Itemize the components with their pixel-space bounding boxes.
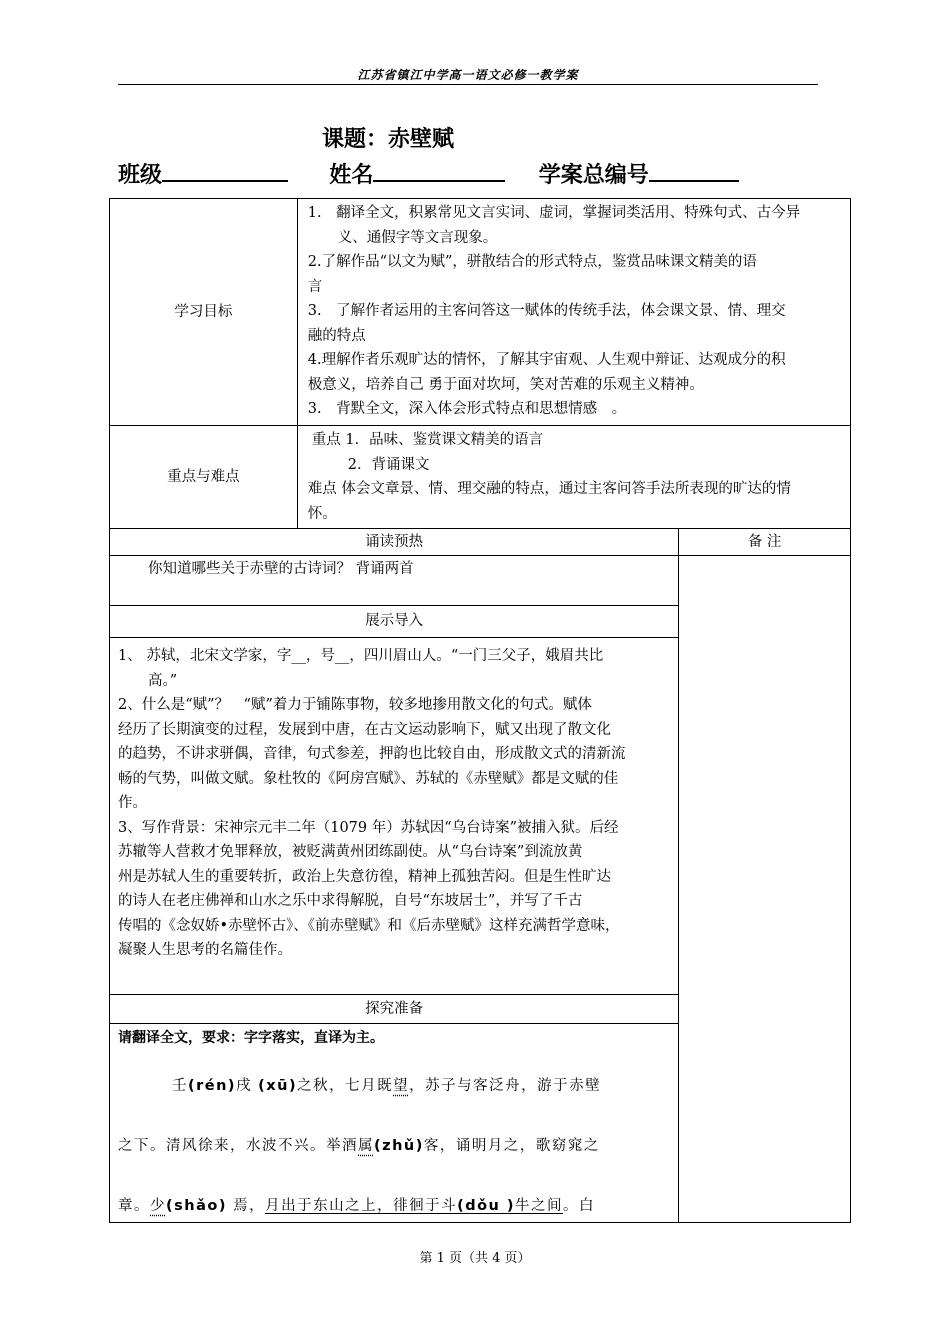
pinyin: (xū) [258,1077,298,1094]
text-seg: 壬 [172,1077,188,1094]
explore-content [110,1024,679,1223]
page-footer: 第 1 页（共 4 页） [419,1251,531,1266]
text-seg: 戌 [236,1077,259,1094]
key-point-line: 重点 1．品味、鉴赏课文精美的语言 [311,432,544,448]
pinyin: (dǒu ) [457,1197,516,1214]
name-label: 姓名 [329,163,374,188]
objective-line: 2.了解作品“以文为赋”，骈散结合的形式特点，鉴赏品味课文精美的语 [307,254,757,270]
intro-line: 凝聚人生思考的名篇佳作。 [118,942,292,958]
intro-content [110,638,679,995]
text-seg: 焉， [226,1197,266,1214]
intro-line: 畅的气势，叫做文赋。象杜牧的《阿房宫赋》、苏轼的《赤壁赋》都是文赋的佳 [118,770,619,787]
objective-line: 3. 了解作者运用的主客问答这一赋体的传统手法，体会课文景、情、理交 [307,303,786,319]
text-seg: 章。 [118,1197,150,1214]
text-line-2 [118,1133,670,1159]
objective-line: 义、通假字等文言现象。 [337,229,498,246]
dotted-word: 少 [150,1197,166,1214]
objective-line: 极意义，培养自己 勇于面对坎坷，笑对苦难的乐观主义精神。 [307,376,704,393]
number-label: 学案总编号 [538,163,649,188]
objective-line: 融的特点 [307,327,366,344]
key-points-label: 重点与难点 [110,426,298,529]
intro-line: 2、什么是“赋”？ “赋”着力于铺陈事物，较多地掺用散文化的句式。赋体 [118,697,592,713]
intro-line: 经历了长期演变的过程，发展到中唐，在古文运动影响下，赋又出现了散文化 [118,721,611,738]
objectives-label: 学习目标 [110,199,298,426]
text-seg: ，苏子与客泛舟，游于赤壁 [409,1077,602,1094]
school-header: 江苏省镇江中学高一语文必修一教学案 [357,68,579,82]
objectives-row [110,199,851,426]
intro-line: 的诗人在老庄佛禅和山水之乐中求得解脱，自号“东坡居士”，并写了千古 [118,893,583,909]
key-points-content [297,426,850,529]
intro-line: 高。” [148,672,178,689]
objective-line: 4.理解作者乐观旷达的情怀，了解其宇宙观、人生观中辩证、达观成分的积 [307,352,786,368]
pinyin: (rén) [188,1077,237,1094]
reading-question: 你知道哪些关于赤壁的古诗词？ 背诵两首 [110,556,679,606]
difficulty-line: 难点 体会文章景、情、理交融的特点，通过主客问答手法所表现的旷达的情 [307,481,791,497]
difficulty-line: 怀。 [307,505,337,522]
intro-heading: 展示导入 [110,606,679,638]
objective-line: 3. 背默全文，深入体会形式特点和思想情感 。 [307,401,627,417]
objectives-content [297,199,850,426]
study-plan-table [109,198,851,1223]
number-blank[interactable] [649,158,739,182]
remark-heading: 备 注 [679,529,851,556]
intro-line: 州是苏轼人生的重要转折，政治上失意彷徨，精神上孤独苦闷。但是生性旷达 [118,868,611,885]
key-points-row [110,426,851,529]
intro-line: 苏辙等人营救才免罪释放，被贬满黄州团练副使。从“乌台诗案”到流放黄 [118,844,583,860]
text-line-1 [118,1073,670,1099]
objective-line: 1. 翻译全文，积累常见文言实词、虚词，掌握词类活用、特殊句式、古今异 [307,205,801,221]
text-line-3 [118,1193,670,1219]
translation-instruction: 请翻译全文，要求：字字落实，直译为主。 [118,1030,384,1046]
class-blank[interactable] [162,158,288,182]
intro-line: 1、 苏轼，北宋文学家，字__，号__，四川眉山人。“一门三父子，娥眉共比 [118,648,604,664]
header-rule [118,84,818,85]
reading-question-row [110,556,851,606]
intro-line: 传唱的《念奴娇•赤壁怀古》、《前赤壁赋》和《后赤壁赋》这样充满哲学意味， [118,917,620,934]
name-blank[interactable] [373,158,505,182]
dotted-word: 望 [393,1077,410,1094]
objective-line: 言 [307,278,323,295]
underlined-phrase: 牛之间 [515,1197,564,1214]
text-seg: 之秋，七月既 [297,1077,394,1094]
text-seg: 。白 [563,1197,596,1214]
text-seg: 之下。清风徐来，水波不兴。举酒 [118,1137,358,1154]
text-seg: 客，诵明月之，歌窈窕之 [423,1137,600,1154]
pinyin: (shǎo) [166,1197,227,1214]
reading-heading: 诵读预热 [110,529,679,556]
key-point-line: 2．背诵课文 [347,456,430,473]
explore-heading: 探究准备 [110,995,679,1024]
intro-line: 作。 [118,795,147,811]
lesson-title: 课题：赤壁赋 [322,127,455,152]
dotted-word: 属 [358,1137,374,1154]
remark-column[interactable] [679,556,851,1223]
intro-line: 的趋势，不讲求骈偶，音律，句式参差，押韵也比较自由，形成散文式的清新流 [118,746,626,762]
student-info-row [118,158,739,189]
underlined-phrase: 月出于东山之上，徘徊于斗 [265,1197,458,1214]
reading-heading-row [110,529,851,556]
class-label: 班级 [118,163,163,188]
pinyin: (zhǔ) [374,1137,424,1154]
intro-line: 3、写作背景：宋神宗元丰二年（1079 年）苏轼因“乌台诗案”被捕入狱。后经 [118,819,619,836]
